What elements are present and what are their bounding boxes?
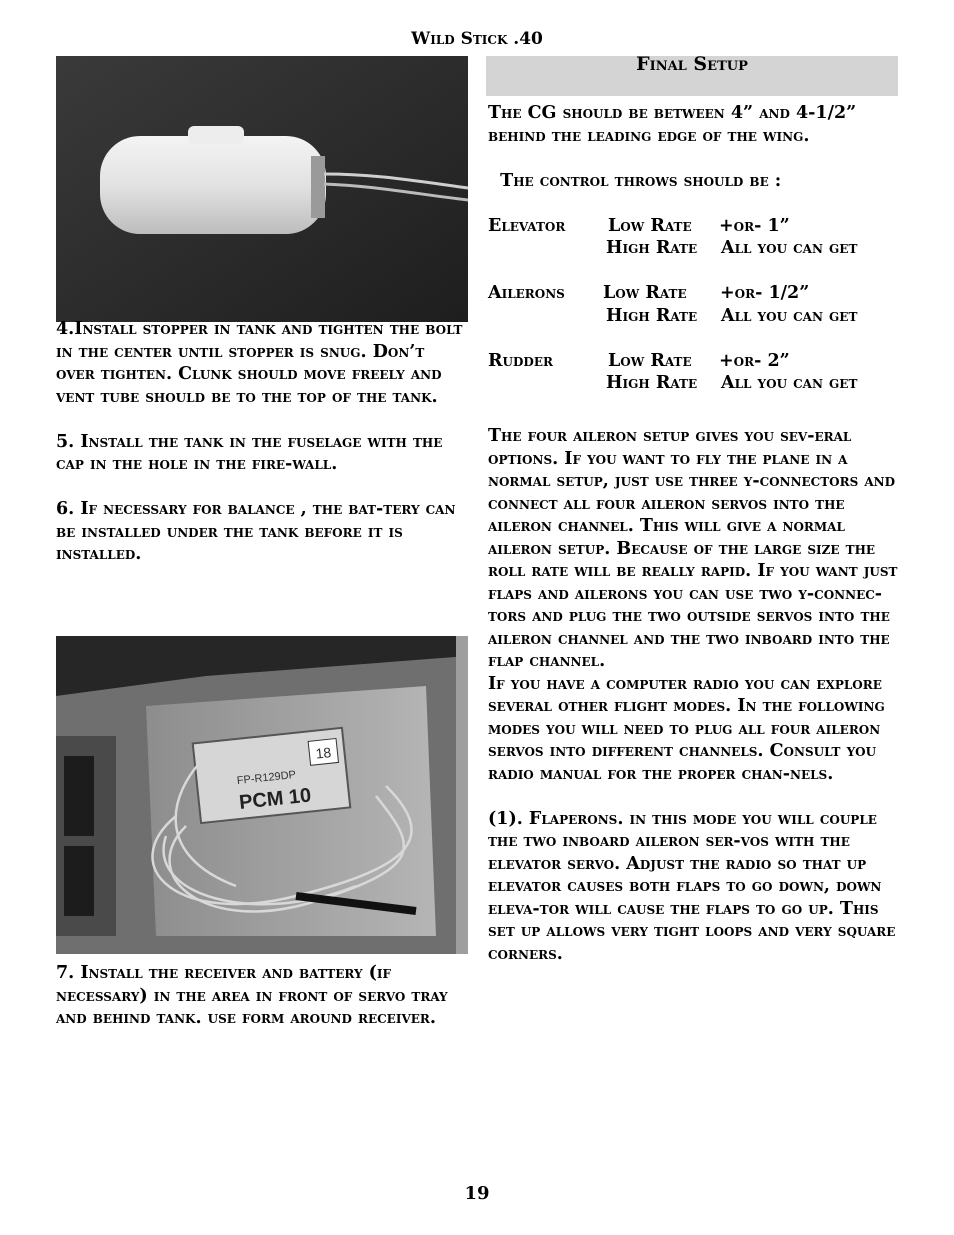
section-title-bar [486, 53, 898, 96]
receiver-badge: 18 [314, 744, 333, 762]
throw-row-rudder-low [488, 350, 898, 373]
throw-table [488, 215, 898, 395]
receiver-illustration [56, 636, 468, 954]
throw-high-value: All you can get [721, 238, 858, 258]
four-aileron-text: The four aileron setup gives you sev-eral options. If you want to fly the plane in a normal setup, just use three y-connectors and connect all four aileron servos into the aileron channel. This will give a normal aileron setup. Because of the large size the roll rate will be really rapid. If you want just flaps and ailerons you can use two y-connec-tors and plug the two outside servos into the aileron channel and the two inboard into the flap channel. [488, 426, 898, 671]
fuel-tank-illustration [56, 56, 468, 322]
throw-row-ailerons-low [488, 282, 898, 305]
throw-row-ailerons-high [488, 305, 898, 328]
throw-surface: Rudder [488, 350, 553, 371]
fuel-tank-photo [56, 56, 468, 322]
page-number: 19 [464, 1183, 490, 1204]
throw-surface: Elevator [488, 215, 566, 236]
left-column-upper [56, 318, 468, 566]
computer-radio-text: If you have a computer radio you can explore several other flight modes. In the following modes you will need to plug all four aileron servos into different channels. Consult you radio manual for the proper chan-nels. [488, 673, 885, 784]
throw-high-label: High Rate [606, 305, 698, 326]
flaperons-text: (1). Flaperons. in this mode you will couple the two inboard aileron ser-vos with the elevator servo. Adjust the radio so that up elevator causes both flaps to go down, down eleva-tor will cause the flaps to go up. This set up allows very tight loops and very square corners. [488, 808, 896, 964]
receiver-label-main: PCM 10 [238, 784, 313, 814]
receiver-label-model: FP-R129DP [236, 768, 297, 788]
step-4-text: 4.Install stopper in tank and tighten the bolt in the center until stopper is snug. Don’t over tighten. Clunk should move freely and vent tube should be to the top of the tank. [56, 319, 463, 407]
step-7-text: 7. Install the receiver and battery (if necessary) in the area in front of servo tray and behind tank. use form around receiver. [56, 963, 448, 1028]
throw-surface: Ailerons [488, 283, 565, 303]
section-title: Final Setup [636, 53, 748, 75]
throw-low-label: Low Rate [603, 283, 687, 303]
throws-intro: The control throws should be : [488, 170, 782, 191]
throw-high-label: High Rate [606, 373, 698, 393]
step-6-text: 6. If necessary for balance , the bat-tery can be installed under the tank before it is installed. [56, 499, 456, 564]
throw-low-label: Low Rate [608, 215, 692, 236]
throw-low-value: +or- 1/2” [720, 283, 810, 303]
cg-text: The CG should be between 4” and 4-1/2” behind the leading edge of the wing. [488, 103, 857, 146]
throw-high-value: All you can get [721, 305, 858, 326]
throw-low-label: Low Rate [608, 350, 692, 371]
throw-row-elevator-low [488, 215, 898, 238]
step-5-text: 5. Install the tank in the fuselage with the cap in the hole in the fire-wall. [56, 431, 443, 474]
throw-row-elevator-high [488, 237, 898, 260]
running-header: Wild Stick .40 [411, 29, 543, 49]
throw-row-rudder-high [488, 372, 898, 395]
throw-low-value: +or- 2” [719, 350, 790, 371]
throw-high-label: High Rate [606, 238, 698, 258]
right-column [488, 102, 898, 965]
throw-low-value: +or- 1” [719, 215, 790, 236]
left-column-lower [56, 962, 468, 1030]
throw-high-value: All you can get [721, 373, 858, 393]
receiver-install-photo [56, 636, 468, 954]
